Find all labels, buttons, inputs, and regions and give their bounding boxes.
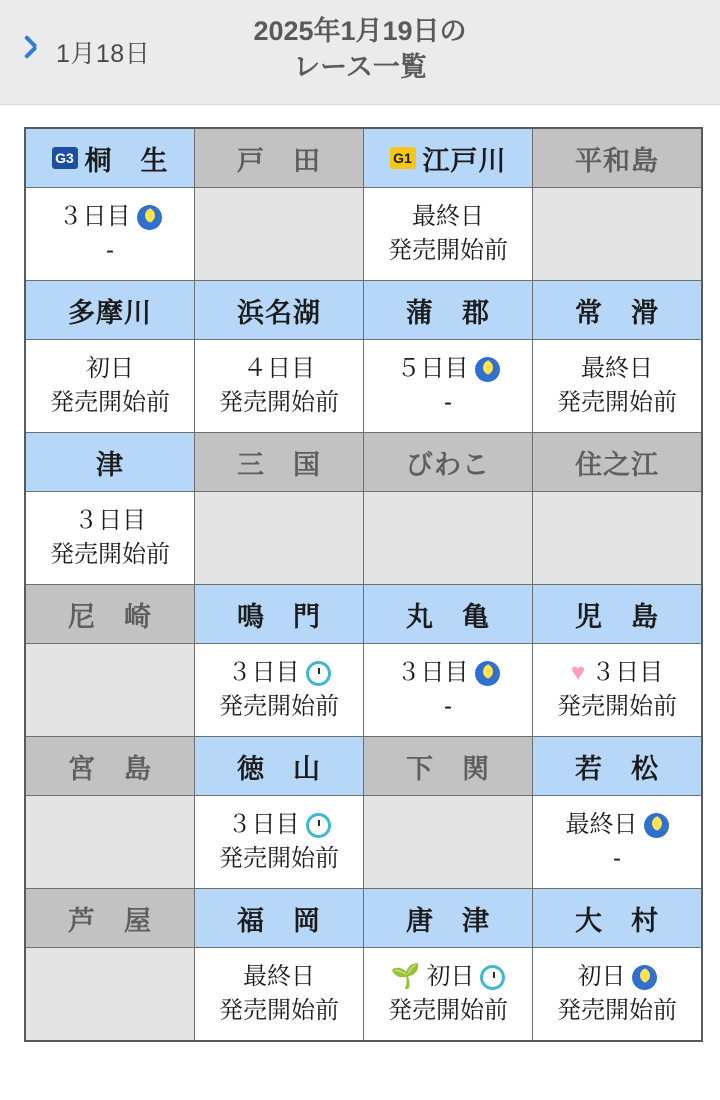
venue-status-primary — [533, 352, 701, 386]
venue-name-label: 芦 屋 — [68, 905, 152, 936]
venue-name-label: 下 関 — [406, 753, 490, 784]
venue-status-cell[interactable] — [533, 340, 703, 433]
venue-status-secondary: 発売開始前 — [219, 997, 339, 1024]
venue-status-primary — [533, 960, 701, 994]
venue-status-primary — [364, 960, 532, 994]
venue-status-secondary: 発売開始前 — [50, 389, 170, 416]
venue-name-row — [25, 433, 702, 492]
clock-icon — [306, 661, 331, 686]
venue-status-primary — [533, 656, 701, 690]
venue-name-label: 常 滑 — [575, 297, 659, 328]
venue-name-inner — [195, 129, 363, 187]
venue-name-label: 平和島 — [575, 145, 659, 176]
venue-name-cell[interactable] — [533, 737, 703, 796]
venue-name-label: 尼 崎 — [68, 601, 152, 632]
venue-status-cell[interactable] — [25, 340, 195, 433]
venue-status-primary — [26, 504, 194, 538]
venue-name-cell — [364, 433, 533, 492]
venue-name-inner — [533, 129, 701, 187]
venue-name-cell — [195, 128, 364, 188]
venue-name-cell — [364, 737, 533, 796]
venue-name-cell — [25, 889, 195, 948]
venue-status-secondary: 発売開始前 — [557, 389, 677, 416]
moon-icon — [644, 813, 669, 838]
venue-day-label: 初日 — [86, 355, 134, 383]
venue-status-secondary: 発売開始前 — [219, 693, 339, 720]
chevron-left-icon — [34, 40, 48, 64]
venue-name-cell[interactable] — [533, 889, 703, 948]
venue-day-label: 最終日 — [243, 963, 315, 991]
grade-badge: G1 — [390, 147, 416, 169]
venue-name-label: 津 — [96, 449, 124, 480]
venue-name-inner — [26, 129, 194, 187]
venue-name-inner — [533, 281, 701, 339]
venue-name-inner — [533, 585, 701, 643]
venue-status-secondary: 発売開始前 — [557, 693, 677, 720]
venue-name-cell[interactable] — [25, 281, 195, 340]
venue-status-secondary: - — [444, 693, 452, 720]
venue-status-cell[interactable] — [533, 796, 703, 889]
venue-status-row — [25, 340, 702, 433]
venue-name-label: びわこ — [406, 449, 490, 480]
venue-day-label: 最終日 — [581, 355, 653, 383]
venue-name-inner — [533, 433, 701, 491]
venue-day-label: ４日目 — [243, 355, 315, 383]
venue-status-row — [25, 948, 702, 1042]
venue-name-inner — [26, 889, 194, 947]
venue-name-cell[interactable] — [195, 889, 364, 948]
heart-icon: ♥ — [570, 659, 586, 687]
clock-icon — [480, 965, 505, 990]
race-table — [24, 127, 703, 1042]
venue-name-label: 桐 生 — [84, 145, 169, 176]
moon-icon — [475, 357, 500, 382]
venue-name-cell — [195, 433, 364, 492]
venue-name-inner — [26, 737, 194, 795]
venue-status-cell — [195, 188, 364, 281]
venue-name-label: 宮 島 — [68, 753, 152, 784]
venue-day-label: ３日目 — [227, 659, 300, 687]
page-header — [0, 0, 720, 105]
page-title-line2: レース一覧 — [293, 51, 427, 82]
venue-status-cell[interactable] — [195, 796, 364, 889]
venue-status-primary — [533, 808, 701, 842]
venue-status-cell[interactable] — [25, 188, 195, 281]
venue-name-inner — [364, 129, 532, 187]
venue-name-cell[interactable] — [195, 281, 364, 340]
venue-status-primary — [195, 808, 363, 842]
venue-status-primary — [364, 656, 532, 690]
venue-name-inner — [364, 737, 532, 795]
venue-name-cell[interactable] — [25, 128, 195, 188]
venue-day-label: ５日目 — [396, 355, 469, 383]
venue-name-label: 多摩川 — [68, 297, 152, 328]
venue-name-inner — [195, 889, 363, 947]
back-button[interactable] — [34, 34, 150, 70]
moon-icon — [137, 205, 162, 230]
venue-day-label: ３日目 — [227, 811, 300, 839]
venue-day-label: 初日 — [577, 963, 626, 991]
venue-status-secondary: 発売開始前 — [219, 389, 339, 416]
venue-name-cell — [25, 737, 195, 796]
venue-status-row — [25, 188, 702, 281]
venue-day-label: 最終日 — [565, 811, 638, 839]
venue-status-secondary: - — [444, 389, 452, 416]
venue-name-label: 住之江 — [575, 449, 659, 480]
venue-status-cell[interactable] — [195, 948, 364, 1042]
venue-name-inner — [533, 889, 701, 947]
venue-name-inner — [364, 585, 532, 643]
page-title-line1: 2025年1月19日の — [253, 16, 467, 46]
venue-name-cell — [533, 433, 703, 492]
venue-name-inner — [364, 433, 532, 491]
venue-name-label: 蒲 郡 — [406, 297, 490, 328]
venue-name-cell[interactable] — [364, 128, 533, 188]
venue-name-inner — [195, 281, 363, 339]
venue-name-cell[interactable] — [195, 585, 364, 644]
venue-name-label: 大 村 — [575, 905, 659, 936]
venue-day-label: ３日目 — [591, 659, 664, 687]
venue-status-secondary: 発売開始前 — [388, 237, 508, 264]
venue-name-cell — [25, 585, 195, 644]
venue-name-label: 若 松 — [575, 753, 659, 784]
venue-name-inner — [26, 585, 194, 643]
venue-name-inner — [364, 889, 532, 947]
venue-day-label: ３日目 — [58, 203, 131, 231]
venue-status-cell — [195, 492, 364, 585]
venue-name-label: 浜名湖 — [237, 297, 321, 328]
venue-status-row — [25, 492, 702, 585]
venue-name-label: 江戸川 — [422, 145, 507, 176]
venue-name-label: 唐 津 — [406, 905, 490, 936]
venue-name-cell[interactable] — [533, 585, 703, 644]
venue-status-cell — [25, 948, 195, 1042]
venue-status-secondary: - — [613, 845, 621, 872]
sprout-icon: 🌱 — [390, 963, 421, 991]
venue-status-cell — [25, 644, 195, 737]
venue-status-secondary: 発売開始前 — [50, 541, 170, 568]
venue-name-cell[interactable] — [364, 889, 533, 948]
venue-name-label: 三 国 — [237, 449, 321, 480]
venue-status-primary — [364, 200, 532, 234]
venue-status-primary — [26, 352, 194, 386]
race-list-container — [0, 105, 720, 1042]
venue-status-cell[interactable] — [364, 644, 533, 737]
venue-status-primary — [195, 656, 363, 690]
venue-status-secondary: 発売開始前 — [219, 845, 339, 872]
venue-name-label: 福 岡 — [237, 905, 321, 936]
venue-name-inner — [26, 433, 194, 491]
venue-status-cell — [25, 796, 195, 889]
venue-name-label: 徳 山 — [237, 753, 321, 784]
venue-day-label: 初日 — [426, 963, 475, 991]
venue-status-secondary: 発売開始前 — [557, 997, 677, 1024]
venue-status-cell[interactable] — [533, 948, 703, 1042]
venue-name-row — [25, 889, 702, 948]
venue-name-inner — [195, 585, 363, 643]
venue-name-inner — [533, 737, 701, 795]
venue-day-label: ３日目 — [396, 659, 469, 687]
venue-status-primary — [26, 200, 194, 234]
venue-name-cell[interactable] — [364, 281, 533, 340]
moon-icon — [475, 661, 500, 686]
venue-name-cell[interactable] — [25, 433, 195, 492]
back-button-label: 1月18日 — [56, 40, 151, 68]
grade-badge: G3 — [52, 147, 78, 169]
venue-day-label: ３日目 — [74, 507, 146, 535]
venue-status-cell[interactable] — [25, 492, 195, 585]
venue-status-secondary: 発売開始前 — [388, 997, 508, 1024]
moon-icon — [632, 965, 657, 990]
venue-name-inner — [195, 433, 363, 491]
venue-name-row — [25, 585, 702, 644]
venue-status-cell — [533, 492, 703, 585]
venue-name-label: 丸 亀 — [406, 601, 490, 632]
venue-status-cell[interactable] — [195, 644, 364, 737]
clock-icon — [306, 813, 331, 838]
venue-name-label: 鳴 門 — [237, 601, 321, 632]
venue-status-cell — [364, 492, 533, 585]
venue-status-primary — [195, 352, 363, 386]
venue-status-row — [25, 796, 702, 889]
venue-status-cell[interactable] — [364, 948, 533, 1042]
venue-name-row — [25, 737, 702, 796]
venue-name-row — [25, 281, 702, 340]
venue-name-inner — [195, 737, 363, 795]
venue-status-row — [25, 644, 702, 737]
venue-name-label: 戸 田 — [237, 145, 321, 176]
venue-name-cell[interactable] — [533, 281, 703, 340]
venue-name-row — [25, 128, 702, 188]
venue-status-cell[interactable] — [364, 188, 533, 281]
venue-name-cell[interactable] — [195, 737, 364, 796]
venue-status-secondary: - — [106, 237, 114, 264]
venue-name-cell[interactable] — [364, 585, 533, 644]
venue-status-primary — [364, 352, 532, 386]
venue-name-cell — [533, 128, 703, 188]
venue-status-cell — [533, 188, 703, 281]
venue-name-label: 児 島 — [575, 601, 659, 632]
venue-status-cell — [364, 796, 533, 889]
venue-status-cell[interactable] — [364, 340, 533, 433]
venue-name-inner — [26, 281, 194, 339]
venue-status-primary — [195, 960, 363, 994]
venue-day-label: 最終日 — [412, 203, 484, 231]
venue-name-inner — [364, 281, 532, 339]
venue-status-cell[interactable] — [195, 340, 364, 433]
venue-status-cell[interactable] — [533, 644, 703, 737]
